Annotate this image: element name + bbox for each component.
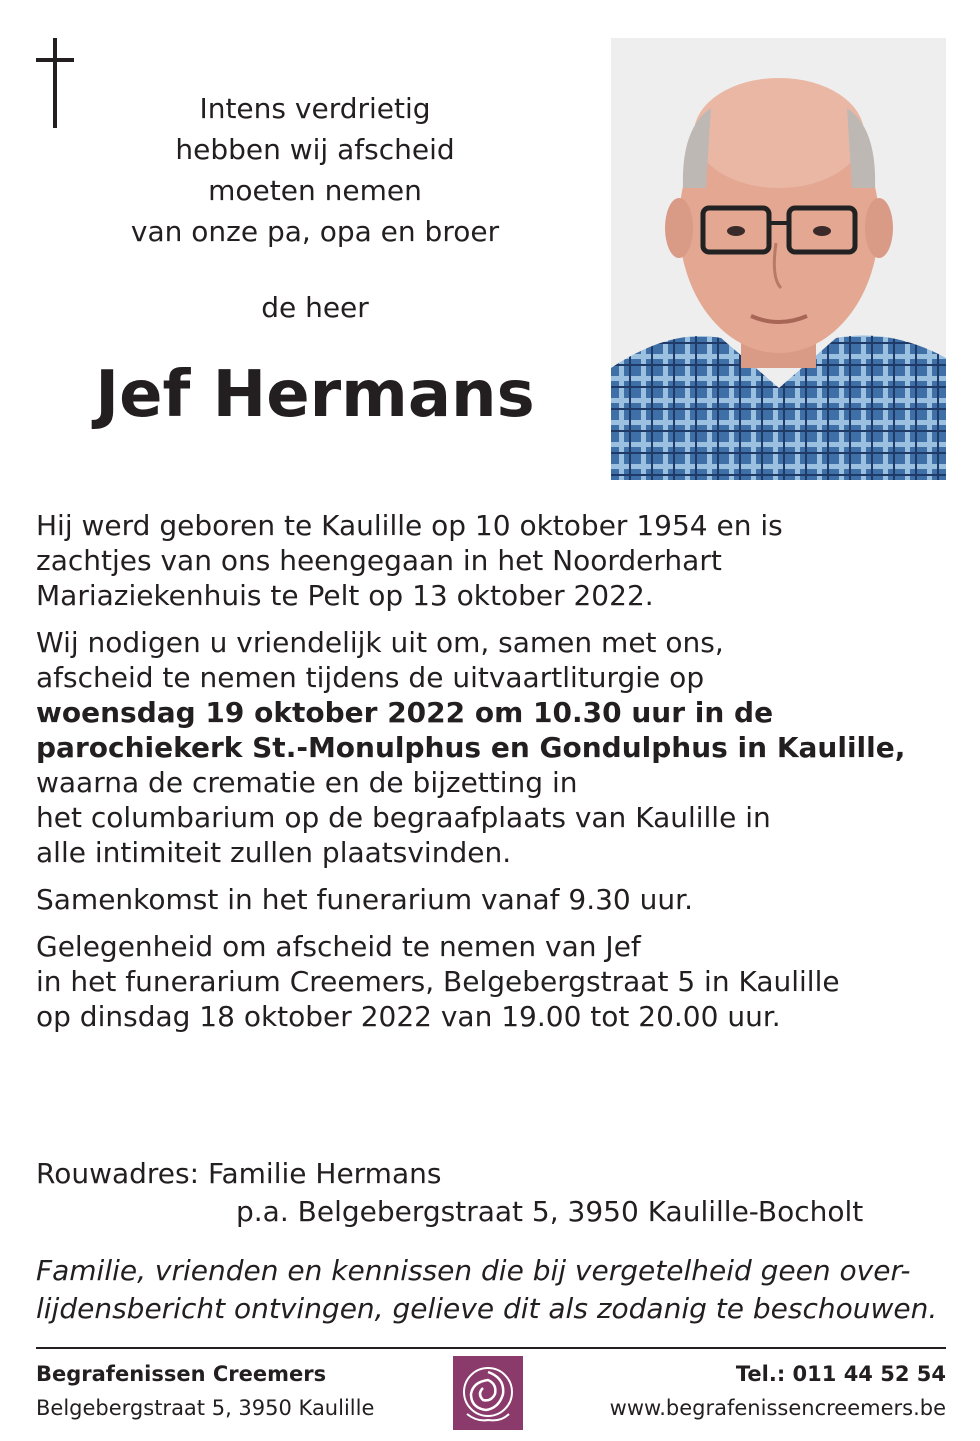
text-line: Mariaziekenhuis te Pelt op 13 oktober 2022. <box>36 579 654 612</box>
gathering-paragraph <box>36 882 956 917</box>
text-line: Hij werd geboren te Kaulille op 10 oktober 1954 en is <box>36 509 783 542</box>
announcement-body <box>36 508 956 1046</box>
visitation-paragraph <box>36 929 956 1034</box>
title-de-heer: de heer <box>261 291 369 324</box>
text-line: Gelegenheid om afscheid te nemen van Jef <box>36 930 641 963</box>
portrait-photo <box>611 38 946 480</box>
intro-text <box>60 88 570 252</box>
deceased-name: Jef Hermans <box>95 358 535 432</box>
intro-line: van onze pa, opa en broer <box>130 215 500 248</box>
intro-line: hebben wij afscheid <box>175 133 455 166</box>
text-line: alle intimiteit zullen plaatsvinden. <box>36 836 512 869</box>
intro-line: Intens verdrietig <box>199 92 431 125</box>
text-line: Samenkomst in het funerarium vanaf 9.30 uur. <box>36 883 693 916</box>
address-line-2: p.a. Belgebergstraat 5, 3950 Kaulille-Bocholt <box>236 1195 864 1228</box>
company-website[interactable]: www.begrafenissencreemers.be <box>609 1396 946 1420</box>
text-line: zachtjes van ons heengegaan in het Noorderhart <box>36 544 722 577</box>
intro-line: moeten nemen <box>208 174 422 207</box>
funeral-paragraph <box>36 625 956 870</box>
note-line-1: Familie, vrienden en kennissen die bij vergetelheid geen over- <box>36 1254 911 1287</box>
text-line: waarna de crematie en de bijzetting in <box>36 766 578 799</box>
rose-logo-icon <box>453 1356 523 1430</box>
funeral-date-line: woensdag 19 oktober 2022 om 10.30 uur in de <box>36 696 774 729</box>
company-phone: Tel.: 011 44 52 54 <box>735 1362 946 1386</box>
birth-paragraph <box>36 508 956 613</box>
text-line: afscheid te nemen tijdens de uitvaartliturgie op <box>36 661 705 694</box>
note-line-2: lijdensbericht ontvingen, gelieve dit als zodanig te beschouwen. <box>36 1292 938 1325</box>
funeral-location-line: parochiekerk St.-Monulphus en Gondulphus in Kaulille, <box>36 731 906 764</box>
text-line: op dinsdag 18 oktober 2022 van 19.00 tot 20.00 uur. <box>36 1000 781 1033</box>
mourning-address <box>36 1155 863 1231</box>
text-line: in het funerarium Creemers, Belgebergstraat 5 in Kaulille <box>36 965 840 998</box>
text-line: Wij nodigen u vriendelijk uit om, samen met ons, <box>36 626 724 659</box>
footer-divider <box>36 1347 946 1349</box>
company-address: Belgebergstraat 5, 3950 Kaulille <box>36 1396 375 1420</box>
address-line-1: Rouwadres: Familie Hermans <box>36 1157 442 1190</box>
company-name: Begrafenissen Creemers <box>36 1362 327 1386</box>
notice-note <box>36 1252 956 1328</box>
text-line: het columbarium op de begraafplaats van Kaulille in <box>36 801 771 834</box>
